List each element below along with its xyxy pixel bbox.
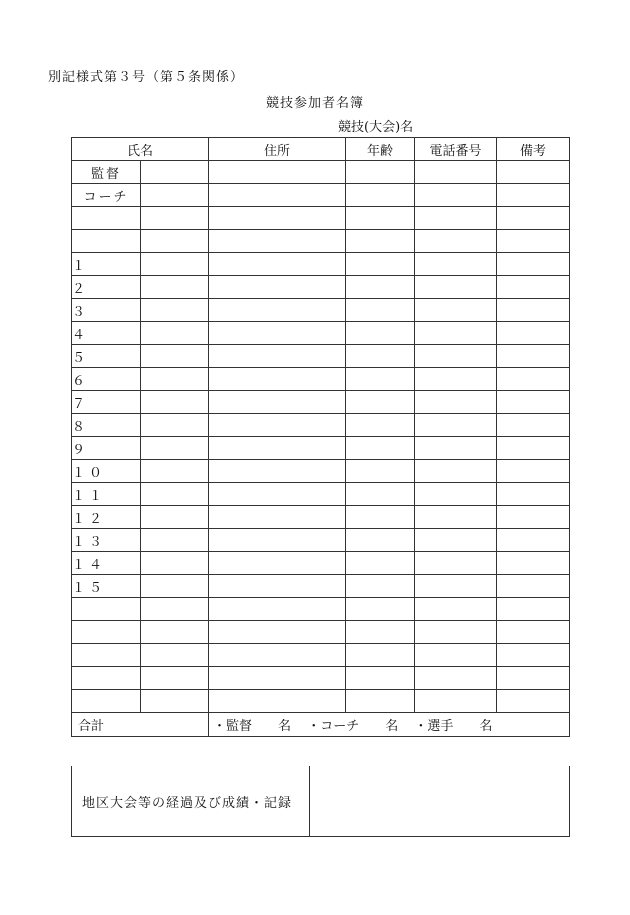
age-field[interactable] — [346, 414, 415, 437]
phone-field[interactable] — [415, 230, 497, 253]
age-field[interactable] — [346, 276, 415, 299]
table-row — [72, 437, 570, 460]
address-field[interactable] — [209, 437, 346, 460]
age-field[interactable] — [346, 621, 415, 644]
remarks-field[interactable] — [497, 345, 570, 368]
name-field[interactable] — [141, 506, 209, 529]
row-label: １５ — [72, 575, 141, 598]
column-header-address: 住所 — [209, 138, 346, 161]
phone-field[interactable] — [415, 483, 497, 506]
table-row — [72, 230, 570, 253]
age-field[interactable] — [346, 322, 415, 345]
remarks-field[interactable] — [497, 299, 570, 322]
phone-field[interactable] — [415, 299, 497, 322]
remarks-field[interactable] — [497, 552, 570, 575]
row-label: ２ — [72, 276, 141, 299]
phone-field[interactable] — [415, 667, 497, 690]
form-title: 競技参加者名簿 — [265, 96, 364, 111]
remarks-field[interactable] — [497, 161, 570, 184]
table-row — [72, 598, 570, 621]
address-field[interactable] — [209, 621, 346, 644]
row-label: １３ — [72, 529, 141, 552]
address-field[interactable] — [209, 230, 346, 253]
row-label: コーチ — [72, 184, 141, 207]
row-label: ６ — [72, 368, 141, 391]
row-label — [72, 621, 141, 644]
phone-field[interactable] — [415, 690, 497, 713]
phone-field[interactable] — [415, 575, 497, 598]
table-row — [72, 253, 570, 276]
table-row — [72, 483, 570, 506]
phone-field[interactable] — [415, 460, 497, 483]
total-coach-label: ・コーチ — [307, 719, 360, 734]
age-field[interactable] — [346, 391, 415, 414]
table-row — [72, 345, 570, 368]
address-field[interactable] — [209, 598, 346, 621]
row-label: ４ — [72, 322, 141, 345]
address-field[interactable] — [209, 414, 346, 437]
name-field[interactable] — [141, 391, 209, 414]
name-field[interactable] — [141, 276, 209, 299]
column-header-age: 年齢 — [346, 138, 415, 161]
row-label — [72, 230, 141, 253]
remarks-field[interactable] — [497, 598, 570, 621]
age-field[interactable] — [346, 506, 415, 529]
total-players-unit: 名 — [479, 719, 493, 734]
row-label: 監督 — [72, 161, 141, 184]
address-field[interactable] — [209, 322, 346, 345]
remarks-field[interactable] — [497, 253, 570, 276]
row-label — [72, 644, 141, 667]
age-field[interactable] — [346, 207, 415, 230]
remarks-field[interactable] — [497, 483, 570, 506]
name-field[interactable] — [141, 690, 209, 713]
table-row — [72, 414, 570, 437]
age-field[interactable] — [346, 667, 415, 690]
phone-field[interactable] — [415, 552, 497, 575]
phone-field[interactable] — [415, 322, 497, 345]
history-entry-field[interactable] — [310, 766, 570, 837]
age-field[interactable] — [346, 575, 415, 598]
roster-body — [72, 161, 570, 713]
remarks-field[interactable] — [497, 460, 570, 483]
phone-field[interactable] — [415, 506, 497, 529]
age-field[interactable] — [346, 368, 415, 391]
age-field[interactable] — [346, 483, 415, 506]
address-field[interactable] — [209, 391, 346, 414]
total-manager-unit: 名 — [278, 719, 292, 734]
age-field[interactable] — [346, 184, 415, 207]
address-field[interactable] — [209, 161, 346, 184]
row-label: １１ — [72, 483, 141, 506]
address-field[interactable] — [209, 483, 346, 506]
total-coach-unit: 名 — [385, 719, 399, 734]
name-field[interactable] — [141, 460, 209, 483]
name-field[interactable] — [141, 552, 209, 575]
table-row — [72, 529, 570, 552]
name-field[interactable] — [141, 299, 209, 322]
name-field[interactable] — [141, 184, 209, 207]
total-manager — [213, 715, 291, 734]
row-label: ７ — [72, 391, 141, 414]
age-field[interactable] — [346, 230, 415, 253]
name-field[interactable] — [141, 437, 209, 460]
remarks-field[interactable] — [497, 414, 570, 437]
phone-field[interactable] — [415, 598, 497, 621]
column-header-name: 氏名 — [72, 138, 209, 161]
row-label — [72, 690, 141, 713]
remarks-field[interactable] — [497, 276, 570, 299]
table-row — [72, 667, 570, 690]
name-field[interactable] — [141, 621, 209, 644]
total-row — [72, 713, 570, 737]
address-field[interactable] — [209, 529, 346, 552]
phone-field[interactable] — [415, 644, 497, 667]
age-field[interactable] — [346, 345, 415, 368]
address-field[interactable] — [209, 460, 346, 483]
name-field[interactable] — [141, 207, 209, 230]
address-field[interactable] — [209, 345, 346, 368]
address-field[interactable] — [209, 276, 346, 299]
table-row — [72, 207, 570, 230]
total-manager-label: ・監督 — [213, 719, 253, 734]
table-row — [72, 552, 570, 575]
phone-field[interactable] — [415, 437, 497, 460]
remarks-field[interactable] — [497, 322, 570, 345]
column-header-phone: 電話番号 — [415, 138, 497, 161]
row-label — [72, 598, 141, 621]
table-row — [72, 460, 570, 483]
age-field[interactable] — [346, 644, 415, 667]
name-field[interactable] — [141, 161, 209, 184]
table-row — [72, 276, 570, 299]
name-field[interactable] — [141, 483, 209, 506]
remarks-field[interactable] — [497, 667, 570, 690]
address-field[interactable] — [209, 644, 346, 667]
remarks-field[interactable] — [497, 184, 570, 207]
address-field[interactable] — [209, 506, 346, 529]
name-field[interactable] — [141, 644, 209, 667]
row-label — [72, 667, 141, 690]
remarks-field[interactable] — [497, 391, 570, 414]
table-row — [72, 322, 570, 345]
table-row — [72, 621, 570, 644]
address-field[interactable] — [209, 575, 346, 598]
phone-field[interactable] — [415, 391, 497, 414]
total-players — [414, 715, 492, 734]
remarks-field[interactable] — [497, 368, 570, 391]
remarks-field[interactable] — [497, 529, 570, 552]
phone-field[interactable] — [415, 184, 497, 207]
row-label: ９ — [72, 437, 141, 460]
name-field[interactable] — [141, 414, 209, 437]
address-field[interactable] — [209, 690, 346, 713]
age-field[interactable] — [346, 529, 415, 552]
name-field[interactable] — [141, 598, 209, 621]
age-field[interactable] — [346, 598, 415, 621]
remarks-field[interactable] — [497, 437, 570, 460]
district-history-table — [71, 766, 570, 837]
address-field[interactable] — [209, 368, 346, 391]
name-field[interactable] — [141, 529, 209, 552]
phone-field[interactable] — [415, 161, 497, 184]
table-header-row — [72, 138, 570, 161]
age-field[interactable] — [346, 161, 415, 184]
table-row — [72, 644, 570, 667]
table-row — [72, 391, 570, 414]
table-row — [72, 161, 570, 184]
table-row — [72, 184, 570, 207]
age-field[interactable] — [346, 253, 415, 276]
remarks-field[interactable] — [497, 207, 570, 230]
phone-field[interactable] — [415, 207, 497, 230]
total-coach — [307, 715, 398, 734]
remarks-field[interactable] — [497, 690, 570, 713]
name-field[interactable] — [141, 230, 209, 253]
name-field[interactable] — [141, 368, 209, 391]
history-row — [72, 766, 570, 837]
phone-field[interactable] — [415, 368, 497, 391]
remarks-field[interactable] — [497, 644, 570, 667]
address-field[interactable] — [209, 299, 346, 322]
phone-field[interactable] — [415, 345, 497, 368]
phone-field[interactable] — [415, 621, 497, 644]
row-label: １２ — [72, 506, 141, 529]
remarks-field[interactable] — [497, 621, 570, 644]
phone-field[interactable] — [415, 253, 497, 276]
total-breakdown — [209, 713, 570, 737]
address-field[interactable] — [209, 207, 346, 230]
age-field[interactable] — [346, 299, 415, 322]
table-row — [72, 575, 570, 598]
age-field[interactable] — [346, 690, 415, 713]
table-row — [72, 299, 570, 322]
age-field[interactable] — [346, 552, 415, 575]
phone-field[interactable] — [415, 276, 497, 299]
name-field[interactable] — [141, 253, 209, 276]
phone-field[interactable] — [415, 529, 497, 552]
address-field[interactable] — [209, 667, 346, 690]
total-label: 合計 — [72, 713, 209, 737]
remarks-field[interactable] — [497, 575, 570, 598]
row-label: １ — [72, 253, 141, 276]
event-name-label: 競技(大会)名 — [338, 120, 414, 135]
remarks-field[interactable] — [497, 506, 570, 529]
address-field[interactable] — [209, 253, 346, 276]
column-header-remarks: 備考 — [497, 138, 570, 161]
phone-field[interactable] — [415, 414, 497, 437]
name-field[interactable] — [141, 322, 209, 345]
address-field[interactable] — [209, 552, 346, 575]
age-field[interactable] — [346, 460, 415, 483]
row-label: ３ — [72, 299, 141, 322]
name-field[interactable] — [141, 667, 209, 690]
table-row — [72, 368, 570, 391]
row-label — [72, 207, 141, 230]
table-row — [72, 506, 570, 529]
remarks-field[interactable] — [497, 230, 570, 253]
name-field[interactable] — [141, 575, 209, 598]
table-row — [72, 690, 570, 713]
address-field[interactable] — [209, 184, 346, 207]
row-label: ８ — [72, 414, 141, 437]
form-reference: 別記様式第３号（第５条関係） — [48, 70, 245, 85]
participant-roster-table — [71, 137, 570, 737]
row-label: ５ — [72, 345, 141, 368]
age-field[interactable] — [346, 437, 415, 460]
name-field[interactable] — [141, 345, 209, 368]
history-label: 地区大会等の経過及び成績・記録 — [72, 766, 310, 837]
row-label: １４ — [72, 552, 141, 575]
total-players-label: ・選手 — [414, 719, 454, 734]
row-label: １０ — [72, 460, 141, 483]
